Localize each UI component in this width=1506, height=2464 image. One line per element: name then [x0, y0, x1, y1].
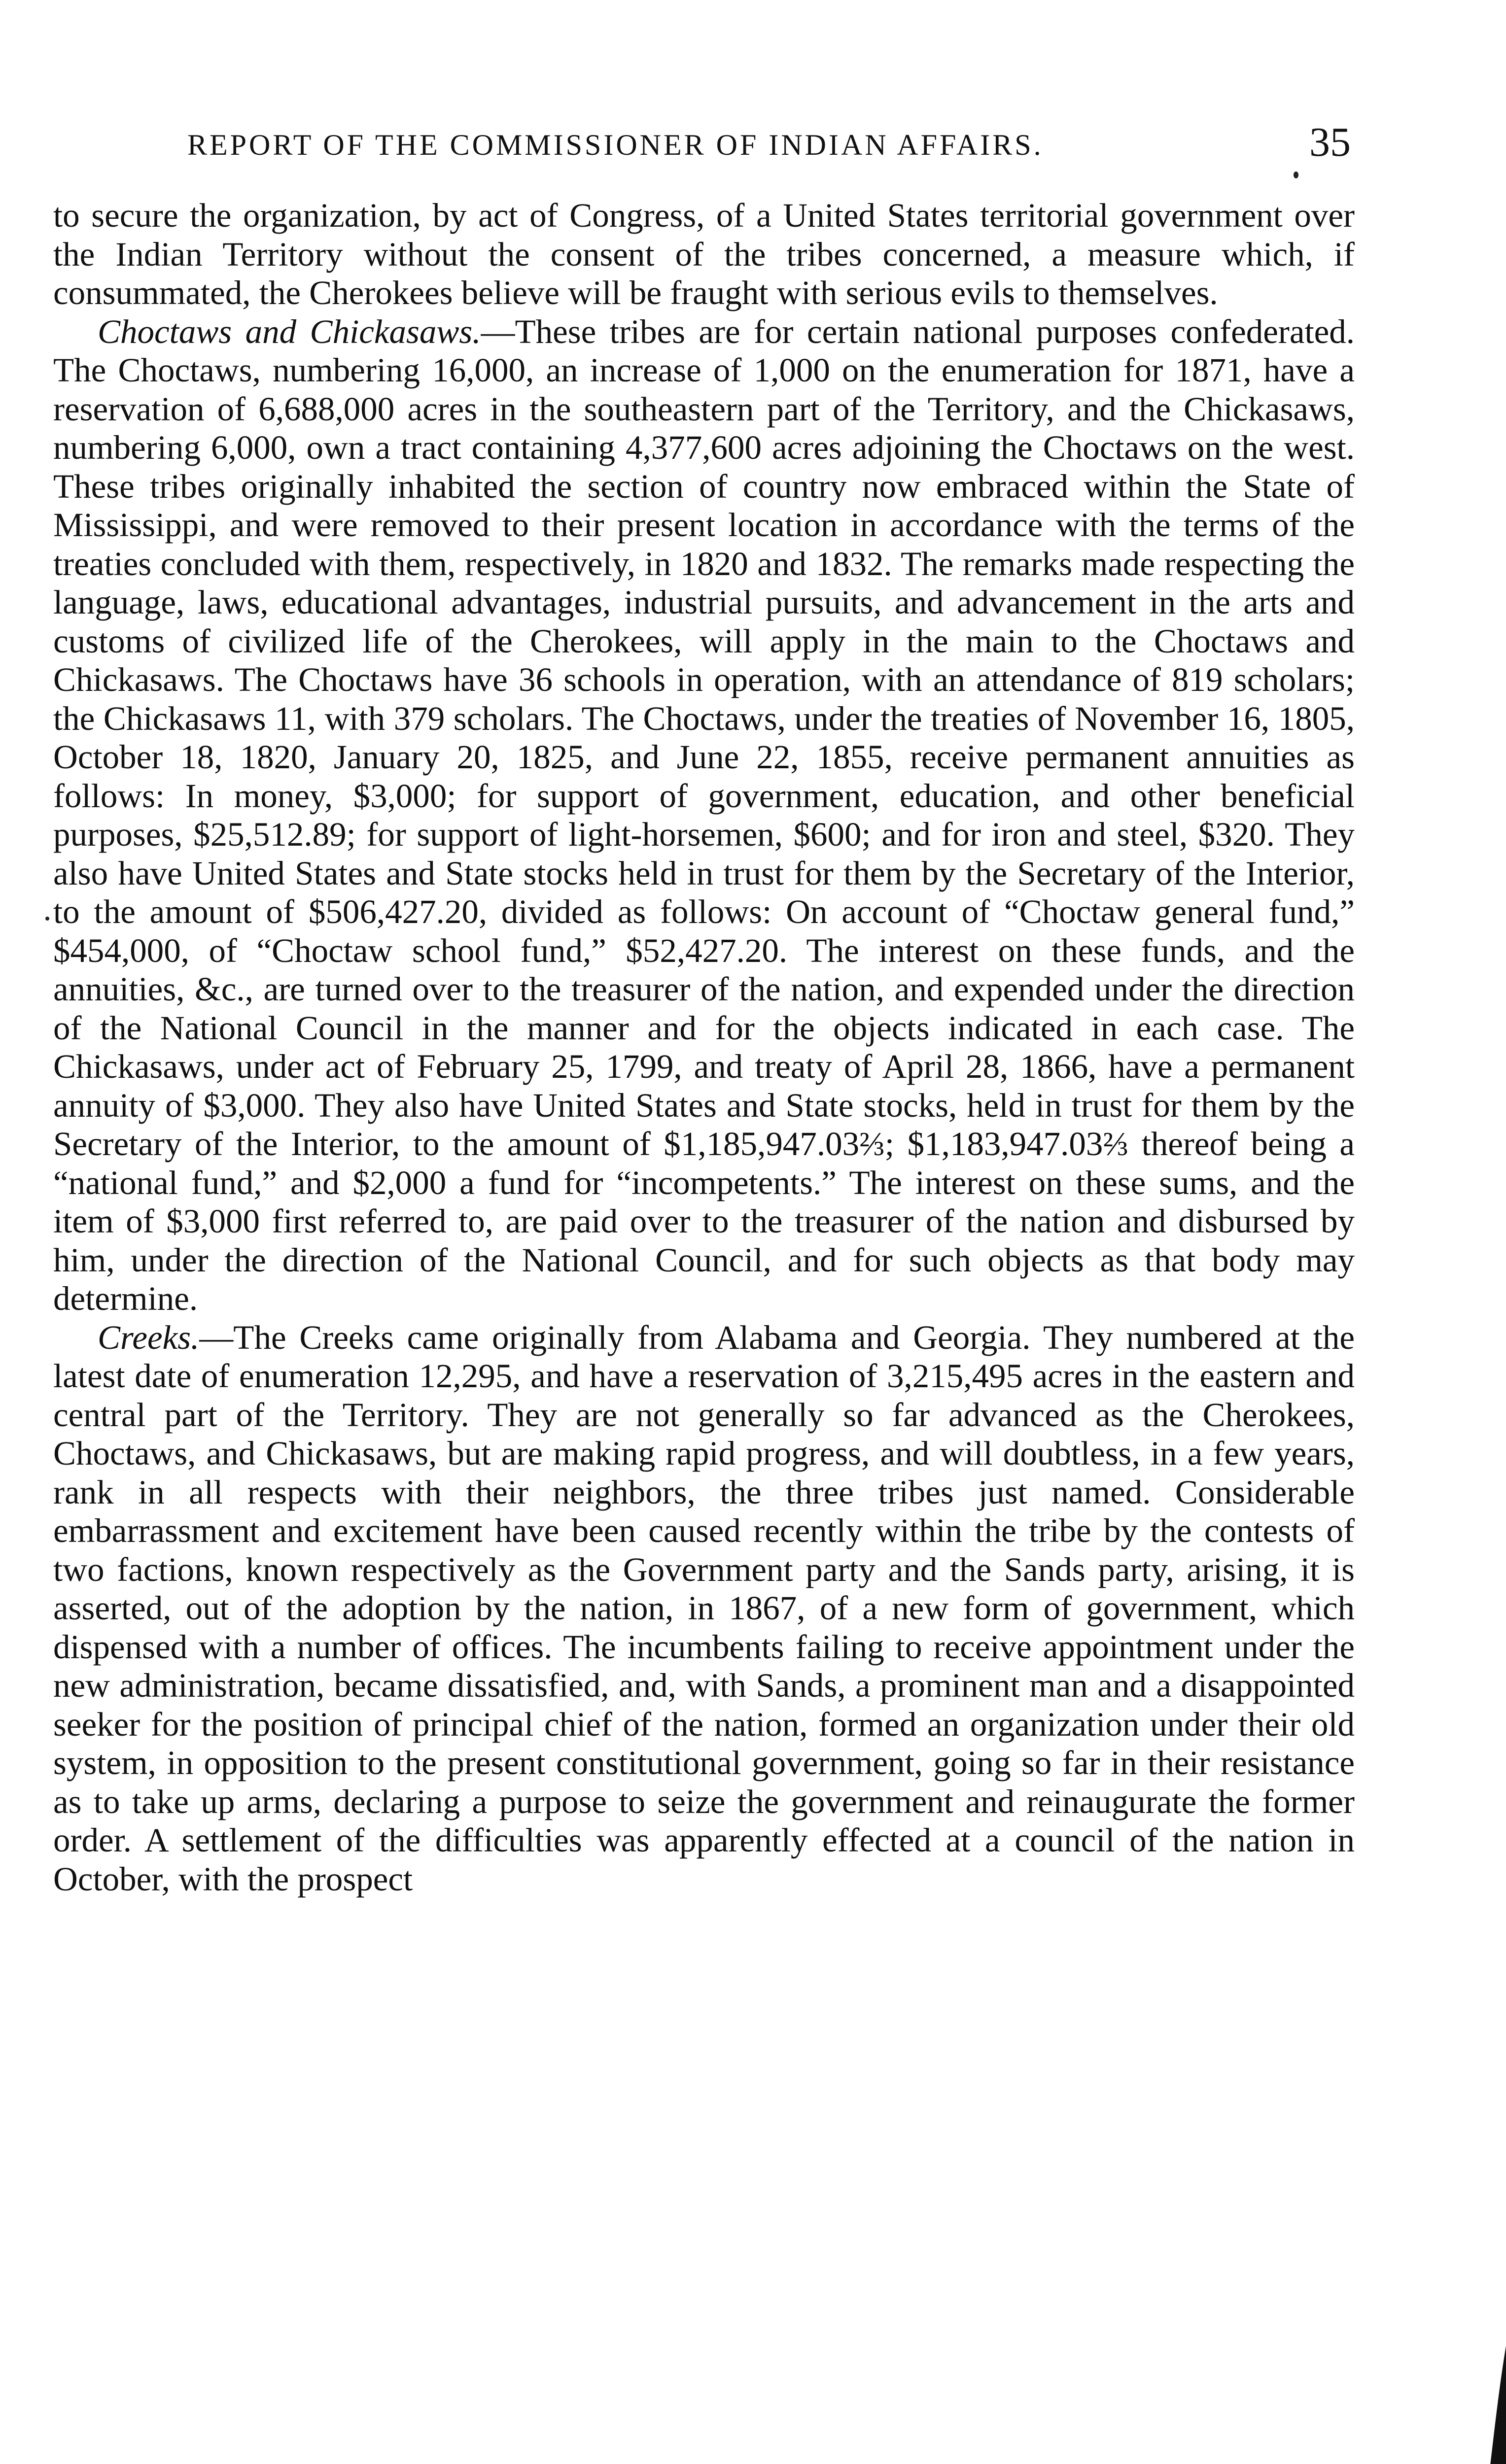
page-number: 35	[1309, 119, 1351, 165]
page-edge-mark	[1462, 2346, 1506, 2464]
paragraph-choctaws-chickasaws	[53, 312, 1355, 1318]
ink-speck	[45, 917, 49, 921]
running-header-title: REPORT OF THE COMMISSIONER OF INDIAN AFFAIRS.	[187, 129, 1044, 161]
paragraph-creeks	[53, 1318, 1355, 1899]
paragraph-continuation	[53, 196, 1355, 312]
paragraph-heading: Creeks.	[98, 1318, 200, 1356]
paragraph-text: —The Creeks came originally from Alabama and Georgia. They numbered at the latest date of enumeration 12,295, and have a reservation of 3,215,495 acres in the eastern and central part of the Territory. They are not generally so far advanced as the Cherokees, Choctaws, and Chickasaws, but are making rapid progress, and will doubtless, in a few years, rank in all respects with their neighbors, the three tribes just named. Considerable embarrassment and excitement have been caused recently within the tribe by the contests of two factions, known respectively as the Government party and the Sands party, arising, it is asserted, out of the adoption by the nation, in 1867, of a new form of government, which dispensed with a number of offices. The incumbents failing to receive appointment under the new administration, became dissatisfied, and, with Sands, a prominent man and a disappointed seeker for the position of principal chief of the nation, formed an organization under their old system, in opposition to the present constitutional government, going so far in their resistance as to take up arms, declaring a purpose to seize the government and reinaugurate the former order. A settlement of the difficulties was apparently effected at a council of the nation in October, with the prospect	[53, 1318, 1355, 1898]
paragraph-heading: Choctaws and Chickasaws.	[98, 312, 481, 350]
body-text	[53, 196, 1355, 1898]
page-header	[187, 118, 1351, 172]
paragraph-text: —These tribes are for certain national purposes confederated. The Choctaws, numbering 16,000, an increase of 1,000 on the enumeration for 1871, have a reservation of 6,688,000 acres in the southeastern part of the Territory, and the Chickasaws, numbering 6,000, own a tract containing 4,377,600 acres adjoining the Choctaws on the west. These tribes originally inhabited the section of country now embraced within the State of Mississippi, and were removed to their present location in accordance with the terms of the treaties concluded with them, respectively, in 1820 and 1832. The remarks made respecting the language, laws, educational advantages, industrial pursuits, and advancement in the arts and customs of civilized life of the Cherokees, will apply in the main to the Choctaws and Chickasaws. The Choctaws have 36 schools in operation, with an attendance of 819 scholars; the Chickasaws 11, with 379 scholars. The Choctaws, under the treaties of November 16, 1805, October 18, 1820, January 20, 1825, and June 22, 1855, receive permanent annuities as follows: In money, $3,000; for support of government, education, and other beneficial purposes, $25,512.89; for support of light-horsemen, $600; and for iron and steel, $320. They also have United States and State stocks held in trust for them by the Secretary of the Interior, to the amount of $506,427.20, divided as follows: On account of “Choctaw general fund,” $454,000, of “Choctaw school fund,” $52,427.20. The interest on these funds, and the annuities, &c., are turned over to the treasurer of the nation, and expended under the direction of the National Council in the manner and for the objects indicated in each case. The Chickasaws, under act of February 25, 1799, and treaty of April 28, 1866, have a permanent annuity of $3,000. They also have United States and State stocks, held in trust for them by the Secretary of the Interior, to the amount of $1,185,947.03⅔; $1,183,947.03⅔ thereof being a “national fund,” and $2,000 a fund for “incompetents.” The interest on these sums, and the item of $3,000 first referred to, are paid over to the treasurer of the nation and disbursed by him, under the direction of the National Council, and for such objects as that body may determine.	[53, 312, 1355, 1317]
paragraph-text: to secure the organization, by act of Congress, of a United States territorial government over the Indian Territory without the consent of the tribes concerned, a measure which, if consummated, the Cherokees believe will be fraught with serious evils to themselves.	[53, 197, 1355, 311]
ink-speck	[1294, 171, 1298, 178]
